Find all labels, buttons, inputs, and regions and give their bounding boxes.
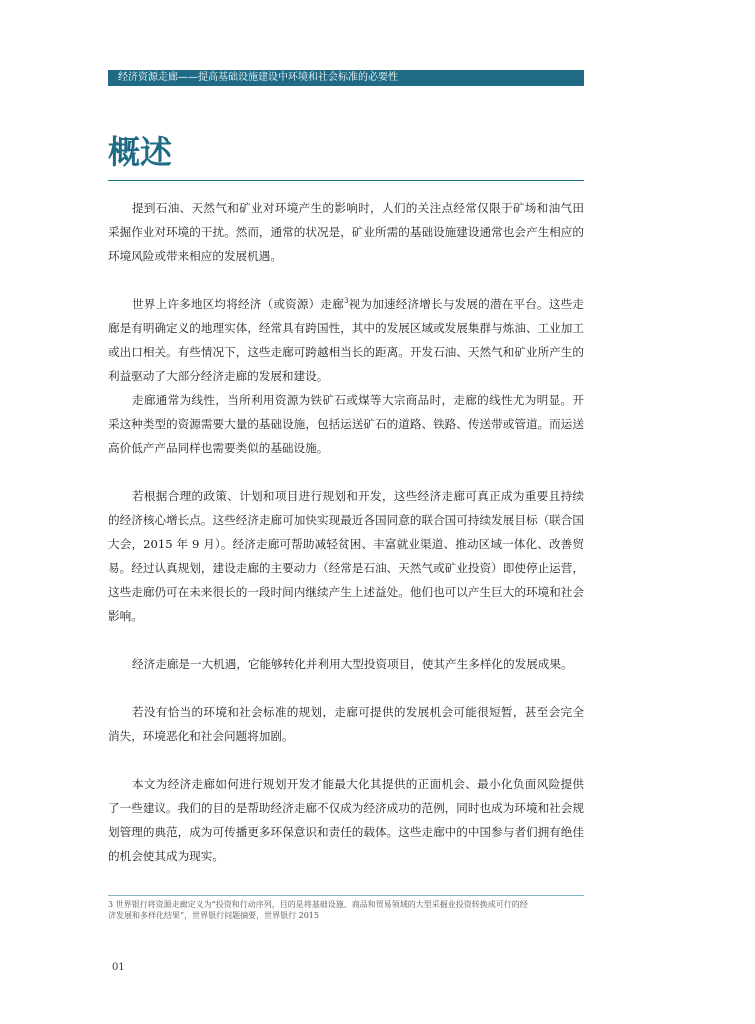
paragraph-5: 经济走廊是一大机遇，它能够转化并利用大型投资项目，使其产生多样化的发展成果。 (132, 657, 573, 671)
paragraph-2-start: 世界上许多地区均将经济（或资源）走廊 (132, 297, 344, 311)
paragraph-2-rest: 视为加速经济增长与发展的潜在平台。这些走廊是有明确定义的地理实体，经常具有跨国性，其中的发展区域或发展集群与炼油、工业加工或出口相关。有些情况下，这些走廊可跨越相当长的距离。开发石油、天然气和矿业所产生的利益驱动了大部分经济走廊的发展和建设。 (108, 297, 584, 383)
footnote-ref: 3 (343, 297, 349, 306)
running-header-text: 经济资源走廊——提高基础设施建设中环境和社会标准的必要性 (118, 72, 398, 83)
page-number: 01 (112, 962, 125, 973)
title-divider (108, 180, 584, 181)
paragraph-7: 本文为经济走廊如何进行规划开发才能最大化其提供的正面机会、最小化负面风险提供了一些建议。我们的目的是帮助经济走廊不仅成为经济成功的范例，同时也成为环境和社会规划管理的典范，成为可传播更多环保意识和责任的载体。这些走廊中的中国参与者们拥有绝佳的机会使其成为现实。 (108, 777, 584, 863)
paragraph-1: 提到石油、天然气和矿业对环境产生的影响时，人们的关注点经常仅限于矿场和油气田采掘作业对环境的干扰。然而，通常的状况是，矿业所需的基础设施建设通常也会产生相应的环境风险或带来相应的发展机遇。 (108, 201, 584, 263)
paragraph-2 (108, 292, 584, 388)
running-header (108, 70, 584, 86)
paragraph-6: 若没有恰当的环境和社会标准的规划，走廊可提供的发展机会可能很短暂，甚至会完全消失，环境恶化和社会问题将加剧。 (108, 705, 584, 743)
paragraph-4: 若根据合理的政策、计划和项目进行规划和开发，这些经济走廊可真正成为重要且持续的经济核心增长点。这些经济走廊可加快实现最近各国同意的联合国可持续发展目标（联合国大会，2015 年 9 月）。经济走廊可帮助减轻贫困、丰富就业渠道、推动区域一体化、改善贸易。经过认真规划，建设走廊的主要动力（经常是石油、天然气或矿业投资）即使停止运营，这些走廊仍可在未来很长的一段时间内继续产生上述益处。他们也可以产生巨大的环境和社会影响。 (108, 489, 584, 623)
footnote-divider (108, 895, 584, 896)
page-title: 概述 (108, 133, 173, 171)
footnote: 3 世界银行将资源走廊定义为“投资和行动序列，目的是将基础设施、商品和贸易领域的大型采掘业投资转换成可行的经济发展和多样化结果”，世界银行问题摘要，世界银行 2015 (108, 900, 528, 920)
paragraph-3: 走廊通常为线性，当所利用资源为铁矿石或煤等大宗商品时，走廊的线性尤为明显。开采这种类型的资源需要大量的基础设施，包括运送矿石的道路、铁路、传送带或管道。而运送高价低产产品同样也需要类似的基础设施。 (108, 393, 584, 455)
body-text (108, 196, 584, 892)
